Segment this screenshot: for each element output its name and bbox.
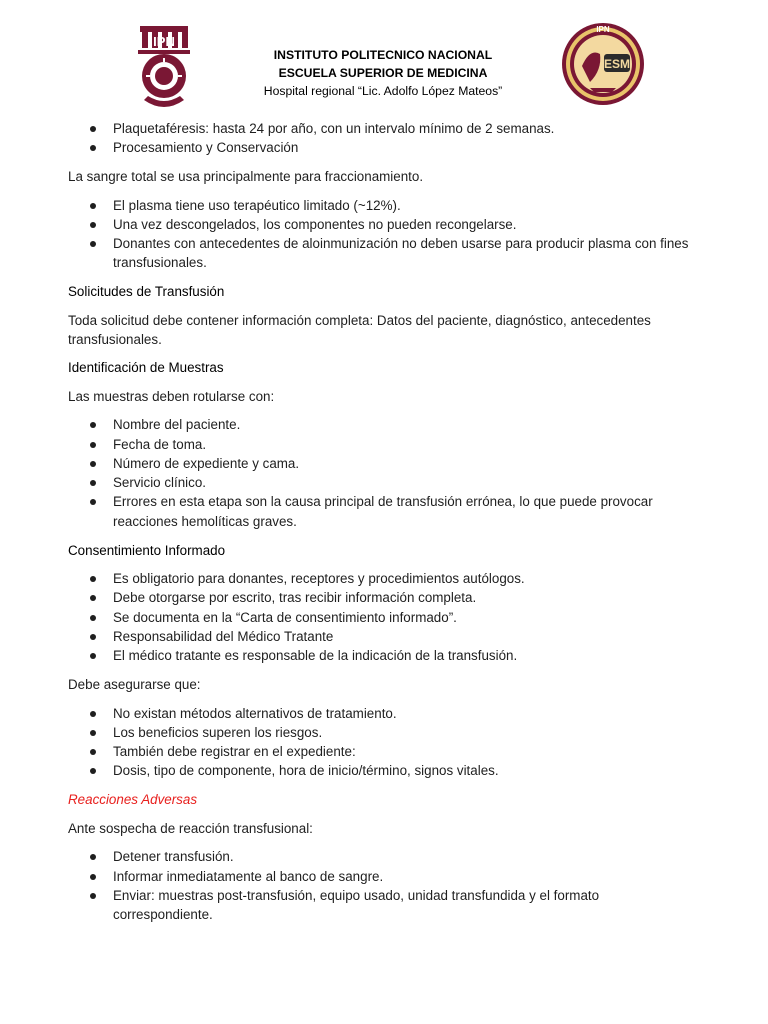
esm-logo-badge: ESM (603, 57, 631, 71)
list-item: Procesamiento y Conservación (68, 138, 700, 157)
bullet-list-asegurarse (68, 704, 700, 781)
ipn-logo-text: IPN (153, 34, 175, 49)
bullet-list-reacciones (68, 847, 700, 924)
heading-consentimiento: Consentimiento Informado (68, 542, 226, 558)
list-item: El plasma tiene uso terapéutico limitado (~12%). (68, 196, 700, 215)
list-item: Dosis, tipo de componente, hora de inicio/término, signos vitales. (68, 761, 700, 780)
bullet-list-muestras (68, 415, 700, 531)
paragraph-sangre-total: La sangre total se usa principalmente para fraccionamiento. (68, 169, 424, 185)
list-item: Plaquetaféresis: hasta 24 por año, con un intervalo mínimo de 2 semanas. (68, 119, 700, 138)
esm-logo (560, 18, 646, 108)
heading-reacciones-adversas: Reacciones Adversas (68, 792, 198, 808)
list-item: Debe otorgarse por escrito, tras recibir información completa. (68, 588, 700, 607)
heading-identificacion: Identificación de Muestras (68, 360, 224, 376)
bullet-list-consentimiento (68, 569, 700, 665)
paragraph-asegurarse: Debe asegurarse que: (68, 677, 201, 693)
bullet-list-plasma (68, 196, 700, 273)
bullet-list-top (68, 119, 700, 158)
list-item: Número de expediente y cama. (68, 454, 700, 473)
list-item: Una vez descongelados, los componentes no pueden recongelarse. (68, 215, 700, 234)
list-item: El médico tratante es responsable de la indicación de la transfusión. (68, 646, 700, 665)
list-item: También debe registrar en el expediente: (68, 742, 700, 761)
hospital-name: Hospital regional “Lic. Adolfo López Mateos” (263, 84, 503, 98)
paragraph-reacciones: Ante sospecha de reacción transfusional: (68, 820, 313, 836)
paragraph-identificacion: Las muestras deben rotularse con: (68, 388, 275, 404)
school-name: ESCUELA SUPERIOR DE MEDICINA (278, 66, 488, 80)
list-item: Errores en esta etapa son la causa principal de transfusión errónea, lo que puede provocar reacciones hemolíticas graves. (68, 492, 700, 531)
list-item: Fecha de toma. (68, 435, 700, 454)
list-item: Los beneficios superen los riesgos. (68, 723, 700, 742)
list-item: Donantes con antecedentes de aloinmunización no deben usarse para producir plasma con fines transfusionales. (68, 234, 700, 273)
ipn-logo (136, 22, 192, 112)
list-item: No existan métodos alternativos de tratamiento. (68, 704, 700, 723)
list-item: Detener transfusión. (68, 847, 700, 866)
paragraph-solicitudes: Toda solicitud debe contener información completa: Datos del paciente, diagnóstico, antecedentes transfusionales. (68, 312, 651, 347)
document-body (68, 119, 700, 924)
list-item: Es obligatorio para donantes, receptores y procedimientos autólogos. (68, 569, 700, 588)
list-item: Nombre del paciente. (68, 415, 700, 434)
list-item: Informar inmediatamente al banco de sangre. (68, 867, 700, 886)
list-item: Se documenta en la “Carta de consentimiento informado”. (68, 608, 700, 627)
institution-name: INSTITUTO POLITECNICO NACIONAL (273, 48, 493, 62)
list-item: Servicio clínico. (68, 473, 700, 492)
list-item: Responsabilidad del Médico Tratante (68, 627, 700, 646)
esm-logo-ipn: IPN (596, 25, 610, 34)
heading-solicitudes: Solicitudes de Transfusión (68, 284, 225, 300)
list-item: Enviar: muestras post-transfusión, equipo usado, unidad transfundida y el formato correspondiente. (68, 886, 700, 925)
header-titles (210, 46, 556, 100)
document-header (0, 0, 768, 118)
